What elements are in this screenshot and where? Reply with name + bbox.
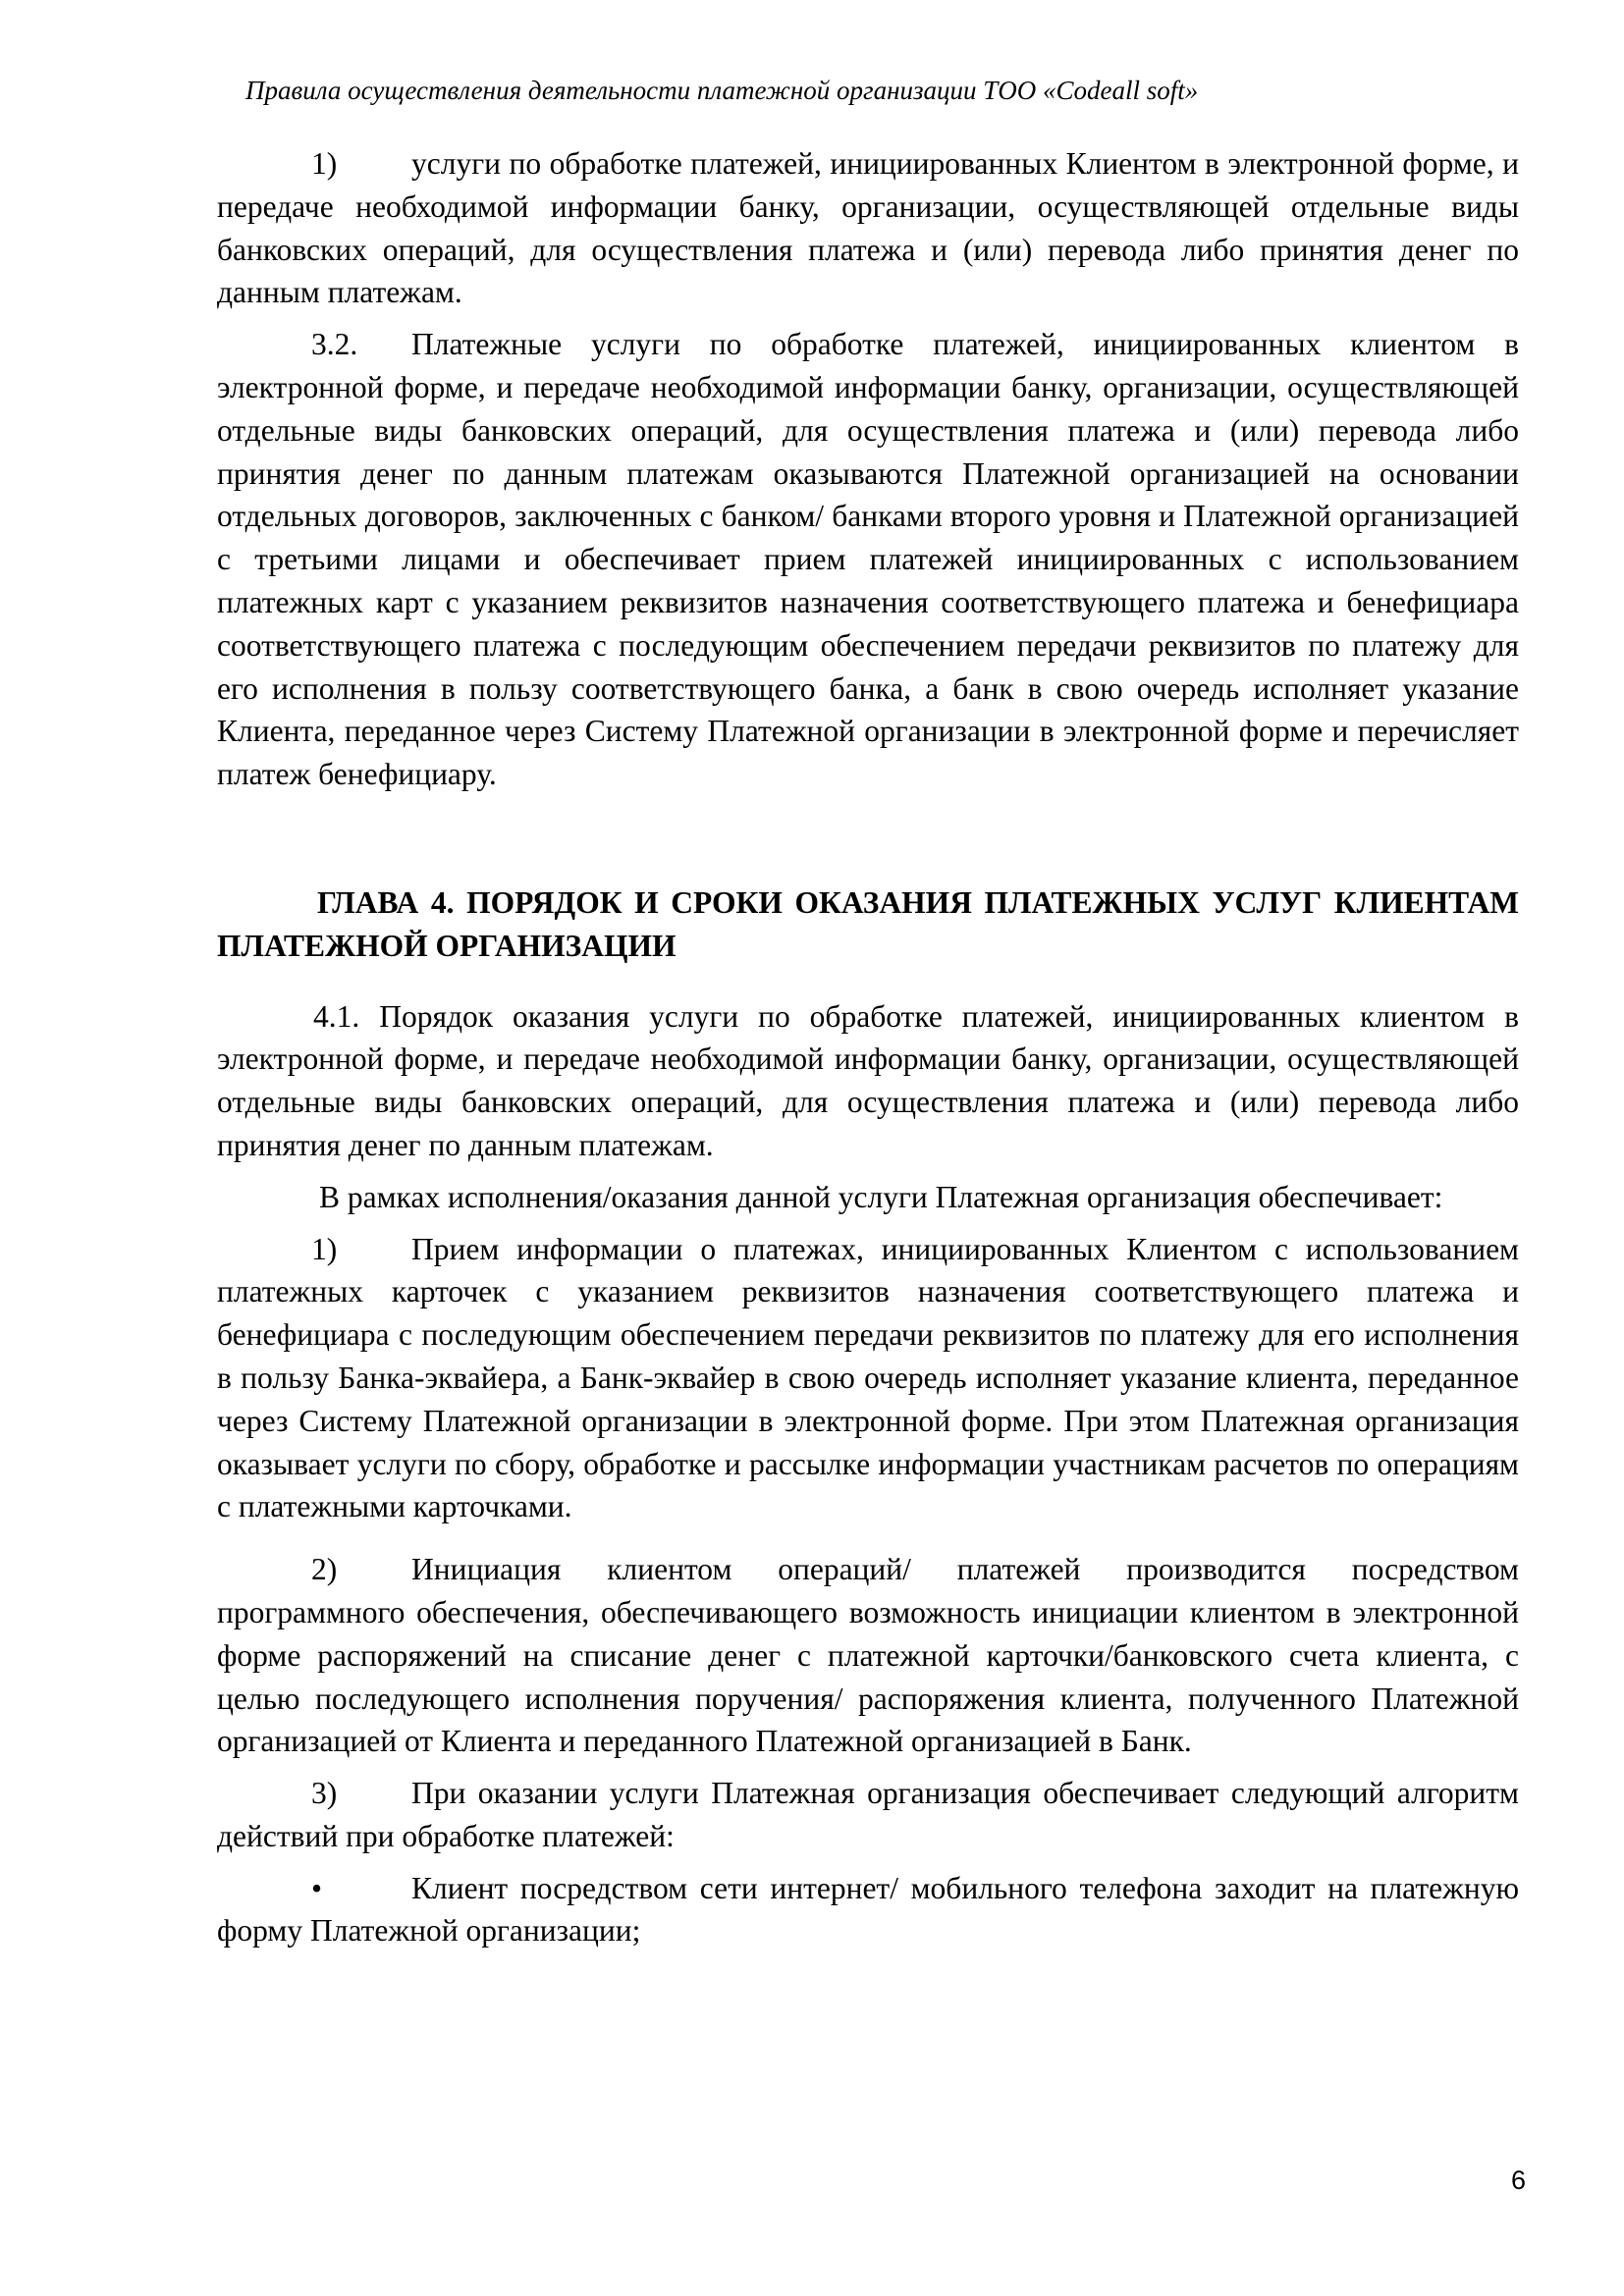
clause-text: Платежные услуги по обработке платежей, инициированных клиентом в электронной форме, и передаче необходимой информации банку, организации, осуществляющей отдельные виды банковских операций, для осуществления платежа и (или) перевода либо принятия денег по данным платежам оказываются Платежной организацией на основании отдельных договоров, заключенных с банком/ банками второго уровня и Платежной организацией с третьими лицами и обеспечивает прием платежей инициированных с использованием платежных карт с указанием реквизитов назначения соответствующего платежа и бенефициара соответствующего платежа с последующим обеспечением передачи реквизитов по платежу для его исполнения в пользу соответствующего банка, а банк в свою очередь исполняет указание Клиента, переданное через Систему Платежной организации в электронной форме и перечисляет платеж бенефициару.: [217, 327, 1519, 792]
list-item-text: услуги по обработке платежей, инициированных Клиентом в электронной форме, и передаче необходимой информации банку, организации, осуществляющей отдельные виды банковских операций, для осуществления платежа и (или) перевода либо принятия денег по данным платежам.: [217, 146, 1519, 310]
document-body: [217, 142, 1519, 1952]
page-number: 6: [1510, 2165, 1526, 2195]
list-item: [217, 1228, 1519, 1529]
list-number: 2): [311, 1552, 338, 1587]
bullet-text: Клиент посредством сети интернет/ мобильного телефона заходит на платежную форму Платежной организации;: [217, 1870, 1519, 1949]
bullet-item: [217, 1867, 1519, 1953]
list-number: 1): [311, 146, 338, 181]
clause-3-2: [217, 323, 1519, 796]
chapter-4-heading: ГЛАВА 4. ПОРЯДОК И СРОКИ ОКАЗАНИЯ ПЛАТЕЖНЫХ УСЛУГ КЛИЕНТАМ ПЛАТЕЖНОЙ ОРГАНИЗАЦИИ: [217, 884, 1519, 963]
list-item-1-continued: [217, 142, 1519, 314]
list-item: [217, 1772, 1519, 1858]
page-header: Правила осуществления деятельности платежной организации ТОО «Codeall soft»: [245, 76, 1199, 105]
list-number: 3): [311, 1776, 338, 1811]
list-item-text: При оказании услуги Платежная организация обеспечивает следующий алгоритм действий при обработке платежей:: [217, 1776, 1519, 1853]
intro-paragraph: В рамках исполнения/оказания данной услуги Платежная организация обеспечивает:: [319, 1179, 1443, 1214]
bullet-marker: •: [311, 1870, 323, 1905]
clause-4-1: 4.1. Порядок оказания услуги по обработке платежей, инициированных клиентом в электронной форме, и передаче необходимой информации банку, организации, осуществляющей отдельные виды банковских операций, для осуществления платежа и (или) перевода либо принятия денег по данным платежам.: [217, 998, 1519, 1162]
list-number: 1): [311, 1231, 338, 1266]
clause-number: 3.2.: [311, 327, 358, 362]
list-item: [217, 1548, 1519, 1763]
list-item-text: Прием информации о платежах, инициированных Клиентом с использованием платежных карточек с указанием реквизитов назначения соответствующего платежа и бенефициара с последующим обеспечением передачи реквизитов по платежу для его исполнения в пользу Банка-эквайера, а Банк-эквайер в свою очередь исполняет указание клиента, переданное через Систему Платежной организации в электронной форме. При этом Платежная организация оказывает услуги по сбору, обработке и рассылке информации участникам расчетов по операциям с платежными карточками.: [217, 1231, 1519, 1524]
list-item-text: Инициация клиентом операций/ платежей производится посредством программного обеспечения, обеспечивающего возможность инициации клиентом в электронной форме распоряжений на списание денег с платежной карточки/банковского счета клиента, с целью последующего исполнения поручения/ распоряжения клиента, полученного Платежной организацией от Клиента и переданного Платежной организацией в Банк.: [217, 1552, 1519, 1759]
